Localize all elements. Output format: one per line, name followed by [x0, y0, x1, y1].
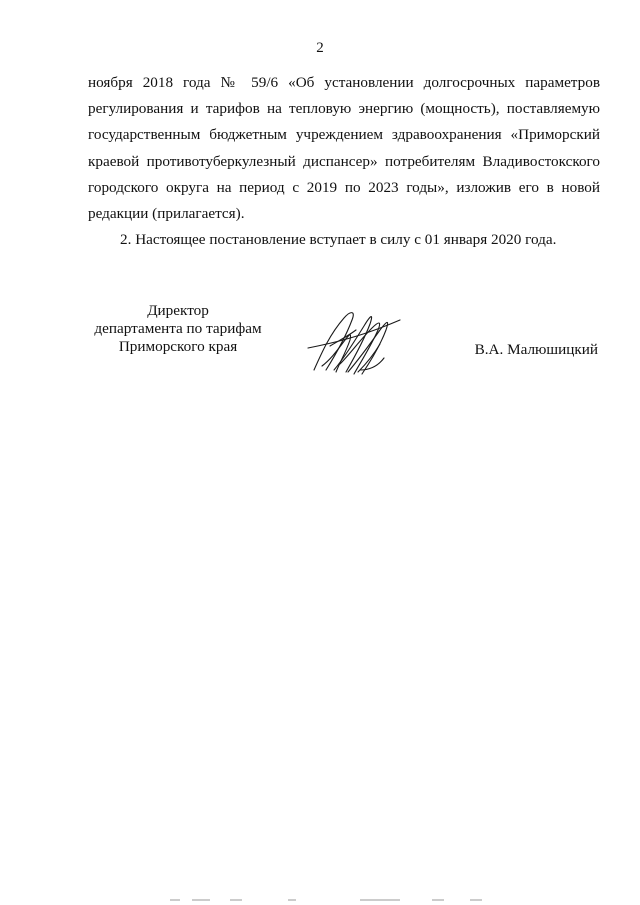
signatory-title-line-2: департамента по тарифам — [94, 320, 262, 337]
scan-edge-marks — [170, 897, 550, 903]
signatory-title-line-1: Директор — [147, 302, 209, 319]
handwritten-signature — [300, 300, 410, 380]
document-body — [88, 70, 600, 253]
signatory-title-line-3: Приморского края — [118, 338, 238, 355]
signatory-title — [78, 302, 278, 356]
paragraph-continuation: ноября 2018 года № 59/6 «Об установлении долгосрочных параметров регулирования и тарифов на тепловую энергию (мощность), поставляемую государственным бюджетным учреждением здравоохранения «Приморский краевой противотуберкулезный диспансер» потребителям Владивостокского городского округа на период с 2019 по 2023 годы», изложив его в новой редакции (прилагается). — [88, 74, 600, 223]
paragraph-effective-date: 2. Настоящее постановление вступает в силу с 01 января 2020 года. — [120, 231, 557, 249]
signatory-name: В.А. Малюшицкий — [474, 341, 598, 358]
page-number: 2 — [316, 40, 324, 56]
